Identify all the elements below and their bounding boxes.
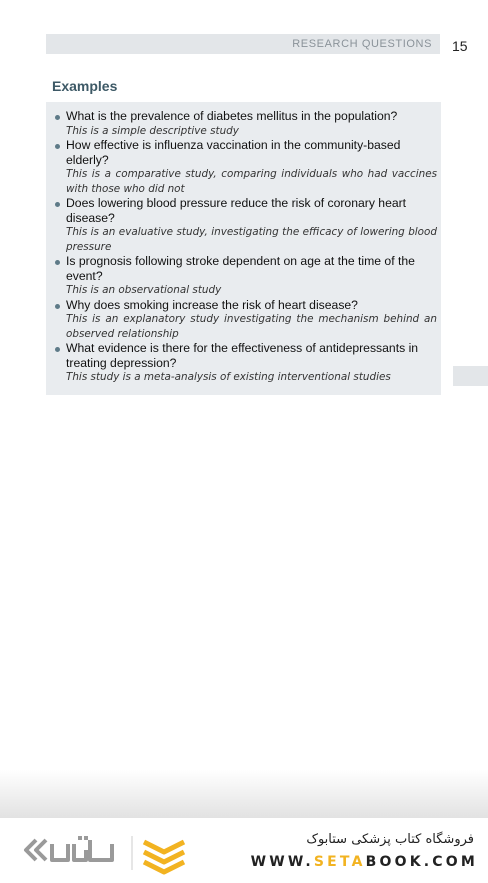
store-footer bbox=[0, 818, 488, 878]
chapter-side-tab bbox=[453, 366, 488, 386]
store-url-prefix: WWW. bbox=[250, 854, 314, 870]
example-item bbox=[52, 109, 437, 138]
store-url-suffix: BOOK.COM bbox=[365, 854, 478, 870]
example-note: This is a simple descriptive study bbox=[66, 124, 239, 137]
example-item bbox=[52, 138, 437, 196]
example-note: This is an evaluative study, investigating the efficacy of lowering blood pressure bbox=[66, 226, 437, 253]
page-bottom-fade bbox=[0, 770, 488, 818]
store-url[interactable] bbox=[251, 854, 478, 870]
example-item bbox=[52, 196, 437, 254]
example-question: What evidence is there for the effectiveness of antidepressants in treating depression? bbox=[66, 341, 419, 370]
example-item bbox=[52, 298, 437, 342]
example-question: Is prognosis following stroke dependent on age at the time of the event? bbox=[66, 254, 415, 283]
section-heading: Examples bbox=[52, 78, 118, 94]
example-question: How effective is influenza vaccination in the community-based elderly? bbox=[66, 138, 401, 167]
example-question: Why does smoking increase the risk of heart disease? bbox=[66, 297, 358, 312]
examples-box bbox=[46, 102, 441, 395]
example-note: This is a comparative study, comparing individuals who had vaccines with those who did not bbox=[66, 168, 437, 195]
store-name: فروشگاه کتاب پزشکی ستابوک bbox=[306, 832, 474, 847]
example-note: This is an explanatory study investigating the mechanism behind an observed relationship bbox=[66, 313, 437, 340]
example-question: Does lowering blood pressure reduce the risk of coronary heart disease? bbox=[66, 196, 407, 225]
setabook-logo-icon bbox=[22, 830, 192, 878]
running-head-text: RESEARCH QUESTIONS bbox=[292, 38, 432, 50]
page-number: 15 bbox=[452, 38, 468, 54]
running-head bbox=[46, 34, 440, 54]
setabook-logo[interactable] bbox=[22, 830, 192, 878]
example-item bbox=[52, 341, 437, 385]
example-item bbox=[52, 254, 437, 298]
example-note: This study is a meta-analysis of existing interventional studies bbox=[66, 371, 391, 383]
example-note: This is an observational study bbox=[66, 284, 222, 296]
store-url-accent: SETA bbox=[313, 854, 366, 870]
example-question: What is the prevalence of diabetes mellitus in the population? bbox=[66, 109, 398, 123]
